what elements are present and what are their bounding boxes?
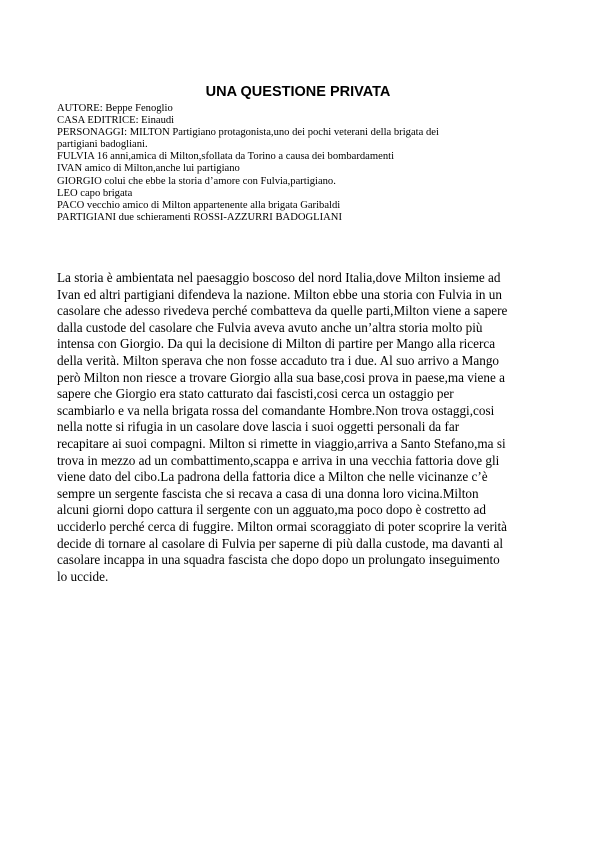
paragraph-line: ucciderlo perché cerca di fuggire. Milton ormai scoraggiato di poter scoprire la verità xyxy=(57,518,508,534)
paragraph-line: alcuni giorni dopo cattura il sergente con un agguato,ma poco dopo è costretto ad xyxy=(57,502,486,518)
document-title: UNA QUESTIONE PRIVATA xyxy=(205,84,391,100)
paragraph-line: Ivan ed altri partigiani difendeva la nazione. Milton ebbe una storia con Fulvia in un xyxy=(57,286,502,302)
paragraph-line: intensa con Giorgio. Da qui la decisione di Milton di partire per Mango alla ricerca xyxy=(57,336,496,352)
paragraph-line: lo uccide. xyxy=(57,568,109,584)
paragraph-line: decide di tornare al casolare di Fulvia per saperne di più dalla custode, ma davanti al xyxy=(57,535,504,551)
paragraph-line: sempre un sergente fascista che si recava a casa di una donna loro vicina.Milton xyxy=(57,485,479,501)
paragraph-line: nella notte si rifugia in un casolare dove lascia i suoi oggetti personali da far xyxy=(57,419,460,435)
book-info-block xyxy=(57,103,547,224)
paragraph-line: viene dato del cibo.La padrona della fattoria dice a Milton che nelle vicinanze c’è xyxy=(57,469,488,485)
meta-line-fulvia: FULVIA 16 anni,amica di Milton,sfollata da Torino a causa dei bombardamenti xyxy=(57,151,395,163)
meta-line-giorgio: GIORGIO colui che ebbe la storia d’amore con Fulvia,partigiano. xyxy=(57,175,336,187)
paragraph-line: dalla custode del casolare che Fulvia aveva avuto anche un’altra storia molto più xyxy=(57,319,483,335)
paragraph-line: sapere che Giorgio era stato catturato dai fascisti,cosi cerca un ostaggio per xyxy=(57,386,454,402)
paragraph-line: casolare incappa in una squadra fascista che dopo dopo un prolungato inseguimento xyxy=(57,552,500,568)
meta-line-ivan: IVAN amico di Milton,anche lui partigiano xyxy=(57,163,240,175)
meta-line-paco: PACO vecchio amico di Milton appartenente alla brigata Garibaldi xyxy=(57,199,341,211)
meta-line-author: AUTORE: Beppe Fenoglio xyxy=(57,103,173,114)
meta-line-characters-cont: partigiani badogliani. xyxy=(57,139,148,151)
meta-line-characters: PERSONAGGI: MILTON Partigiano protagonista,uno dei pochi veterani della brigata dei xyxy=(57,127,439,139)
meta-line-leo: LEO capo brigata xyxy=(57,187,133,199)
paragraph-line: della verità. Milton sperava che non fosse accaduto tra i due. Al suo arrivo a Mango xyxy=(57,352,500,368)
meta-line-publisher: CASA EDITRICE: Einaudi xyxy=(57,115,175,127)
paragraph-line: recapitare ai suoi compagni. Milton si rimette in viaggio,arriva a Santo Stefano,ma si xyxy=(57,435,506,451)
paragraph-line: però Milton non riesce a trovare Giorgio alla sua base,cosi prova in paese,ma viene a xyxy=(57,369,505,385)
paragraph-line: scambiarlo e va nella brigata rossa del comandante Hombre.Non trova ostaggi,cosi xyxy=(57,402,495,418)
paragraph-line: trova in mezzo ad un combattimento,scappa e arriva in una vecchia fattoria dove gli xyxy=(57,452,500,468)
meta-line-partigiani: PARTIGIANI due schieramenti ROSSI-AZZURRI BADOGLIANI xyxy=(57,211,342,223)
summary-paragraph xyxy=(57,270,547,585)
paragraph-line: La storia è ambientata nel paesaggio boscoso del nord Italia,dove Milton insieme ad xyxy=(57,270,501,285)
paragraph-line: casolare che adesso rivedeva perché combatteva da quelle parti,Milton viene a sapere xyxy=(57,303,508,319)
